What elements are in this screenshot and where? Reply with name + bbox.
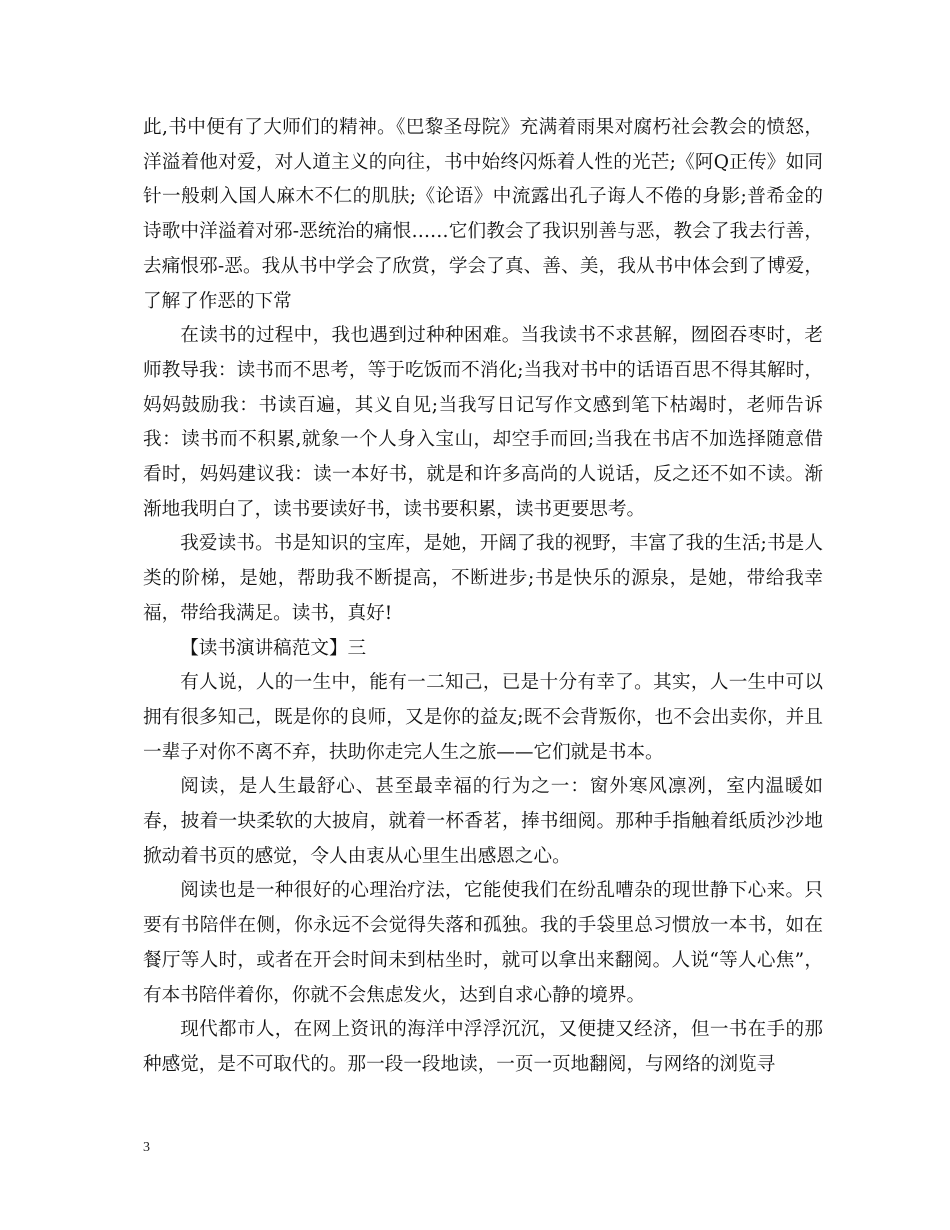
page-number: 3	[143, 1140, 150, 1155]
paragraph-1: 此,书中便有了大师们的精神。《巴黎圣母院》充满着雨果对腐朽社会教会的愤怒，洋溢着他对爱，对人道主义的向往，书中始终闪烁着人性的光芒;《阿Q正传》如同针一般刺入国人麻木不仁的肌肤;《论语》中流露出孔子诲人不倦的身影;普希金的诗歌中洋溢着对邪-恶统治的痛恨……它们教会了我识别善与恶，教会了我去行善，去痛恨邪-恶。我从书中学会了欣赏，学会了真、善、美，我从书中体会到了博爱，了解了作恶的下常	[143, 117, 823, 312]
paragraph-7: 现代都市人，在网上资讯的海洋中浮浮沉沉，又便捷又经济，但一书在手的那种感觉，是不可取代的。那一段一段地读，一页一页地翻阅，与网络的浏览寻	[143, 1019, 823, 1075]
paragraph-5: 阅读，是人生最舒心、甚至最幸福的行为之一：窗外寒风凛冽，室内温暖如春，披着一块柔软的大披肩，就着一杯香茗，捧书细阅。那种手指触着纸质沙沙地掀动着书页的感觉，令人由衷从心里生出感恩之心。	[143, 776, 823, 867]
section-heading: 【读书演讲稿范文】三	[180, 637, 367, 659]
paragraph-2: 在读书的过程中，我也遇到过种种困难。当我读书不求甚解，囫囵吞枣时，老师教导我：读书而不思考，等于吃饭而不消化;当我对书中的话语百思不得其解时，妈妈鼓励我：书读百遍，其义自见;当我写日记写作文感到笔下枯竭时，老师告诉我：读书而不积累,就象一个人身入宝山，却空手而回;当我在书店不加选择随意借看时，妈妈建议我：读一本好书，就是和许多高尚的人说话，反之还不如不读。渐渐地我明白了，读书要读好书，读书要积累，读书更要思考。	[143, 325, 823, 520]
paragraph-3: 我爱读书。书是知识的宝库，是她，开阔了我的视野，丰富了我的生活;书是人类的阶梯，是她，帮助我不断提高，不断进步;书是快乐的源泉，是她，带给我幸福，带给我满足。读书，真好!	[143, 533, 823, 624]
document-body	[143, 111, 823, 1083]
paragraph-4: 有人说，人的一生中，能有一二知己，已是十分有幸了。其实，人一生中可以拥有很多知己，既是你的良师，又是你的益友;既不会背叛你，也不会出卖你，并且一辈子对你不离不弃，扶助你走完人生之旅——它们就是书本。	[143, 672, 823, 763]
paragraph-6: 阅读也是一种很好的心理治疗法，它能使我们在纷乱嘈杂的现世静下心来。只要有书陪伴在侧，你永远不会觉得失落和孤独。我的手袋里总习惯放一本书，如在餐厅等人时，或者在开会时间未到枯坐时，就可以拿出来翻阅。人说“等人心焦”，有本书陪伴着你，你就不会焦虑发火，达到自求心静的境界。	[143, 880, 823, 1006]
